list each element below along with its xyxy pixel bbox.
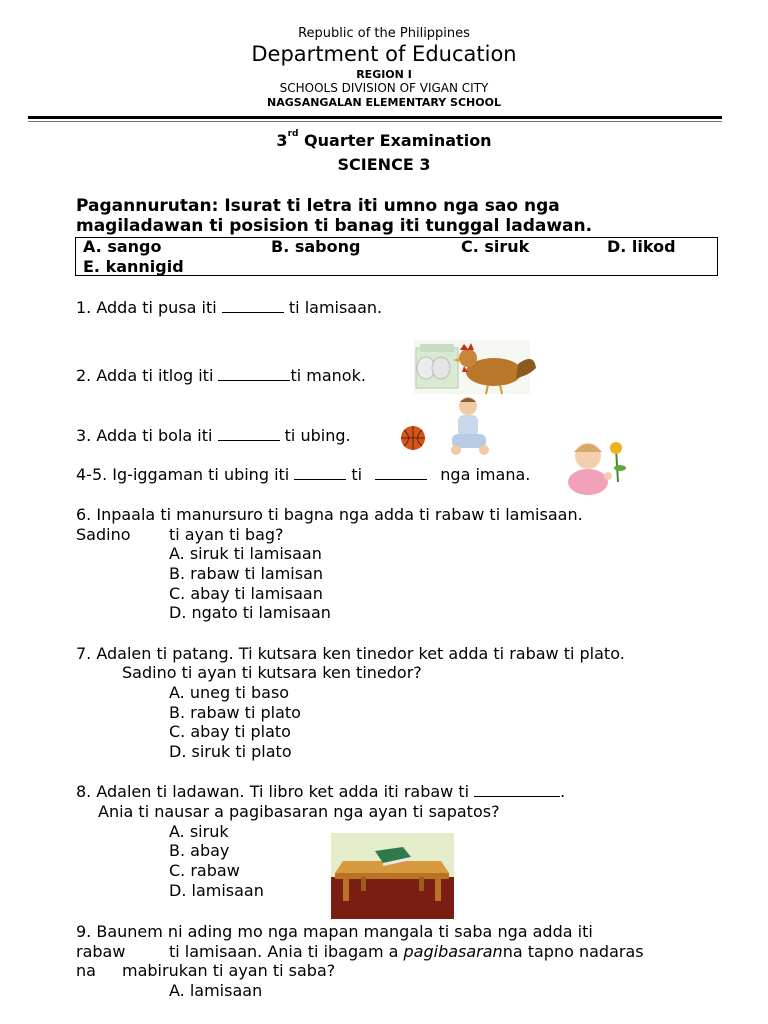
choice-d: D. likod: [607, 237, 676, 256]
eggs-and-hen-image: [408, 338, 538, 396]
question-2: 2. Adda ti itlog iti ti manok.: [76, 366, 366, 385]
question-9-line-3b: mabirukan ti ayan ti saba?: [122, 961, 336, 980]
question-6-line-2a: Sadino: [76, 525, 131, 544]
question-9-line-1: 9. Baunem ni ading mo nga mapan mangala ti saba nga adda iti: [76, 922, 593, 941]
basketball-image: [398, 424, 428, 452]
q7-option-c: C. abay ti plato: [169, 722, 291, 741]
exam-title: 3rd Quarter Examination: [276, 129, 492, 150]
answer-blank[interactable]: [218, 426, 280, 441]
header-rule-thin: [28, 121, 722, 122]
question-8-line-1: 8. Adalen ti ladawan. Ti libro ket adda iti rabaw ti .: [76, 782, 566, 801]
department-title: Department of Education: [251, 42, 517, 66]
answer-blank[interactable]: [375, 465, 427, 480]
q9-option-a: A. lamisaan: [169, 981, 263, 1000]
question-6-line-2b: ti ayan ti bag?: [169, 525, 284, 544]
choice-e: E. kannigid: [83, 257, 184, 276]
baby-image: [446, 394, 498, 456]
instructions-line-2: magiladawan ti posision ti banag iti tunggal ladawan.: [76, 216, 593, 236]
q7-option-d: D. siruk ti plato: [169, 742, 292, 761]
question-6-line-1: 6. Inpaala ti manursuro ti bagna nga adda ti rabaw ti lamisaan.: [76, 505, 583, 524]
answer-blank[interactable]: [474, 782, 560, 797]
question-9-line-2b: ti lamisaan. Ania ti ibagam a pagibasaranna tapno nadaras: [169, 942, 644, 961]
division-label: SCHOOLS DIVISION OF VIGAN CITY: [279, 81, 489, 95]
q6-option-c: C. abay ti lamisaan: [169, 584, 323, 603]
instructions-line-1: Pagannurutan: Isurat ti letra iti umno nga sao nga: [76, 196, 560, 216]
choice-c: C. siruk: [461, 237, 530, 256]
girl-with-flower-image: [556, 438, 634, 496]
header-rule: [28, 116, 722, 119]
region-label: REGION I: [356, 68, 412, 81]
q6-option-b: B. rabaw ti lamisan: [169, 564, 324, 583]
choice-b: B. sabong: [271, 237, 361, 256]
question-9-line-3a: na: [76, 961, 96, 980]
book-on-table-image: [331, 833, 454, 919]
q6-option-d: D. ngato ti lamisaan: [169, 603, 331, 622]
q8-option-d: D. lamisaan: [169, 881, 264, 900]
question-7-line-1: 7. Adalen ti patang. Ti kutsara ken tinedor ket adda ti rabaw ti plato.: [76, 644, 625, 663]
answer-blank[interactable]: [294, 465, 346, 480]
question-1: 1. Adda ti pusa iti ti lamisaan.: [76, 298, 383, 317]
q7-option-a: A. uneg ti baso: [169, 683, 290, 702]
q8-option-b: B. abay: [169, 841, 230, 860]
choice-a: A. sango: [83, 237, 162, 256]
q8-option-a: A. siruk: [169, 822, 229, 841]
q6-option-a: A. siruk ti lamisaan: [169, 544, 322, 563]
subject-title: SCIENCE 3: [337, 155, 431, 174]
q8-option-c: C. rabaw: [169, 861, 240, 880]
republic-line: Republic of the Philippines: [298, 26, 470, 41]
question-3: 3. Adda ti bola iti ti ubing.: [76, 426, 351, 445]
school-name: NAGSANGALAN ELEMENTARY SCHOOL: [267, 96, 501, 109]
q7-option-b: B. rabaw ti plato: [169, 703, 301, 722]
question-9-line-2a: rabaw: [76, 942, 126, 961]
answer-blank[interactable]: [222, 298, 284, 313]
question-7-line-2: Sadino ti ayan ti kutsara ken tinedor?: [122, 663, 422, 682]
answer-blank[interactable]: [218, 366, 290, 381]
question-8-line-2: Ania ti nausar a pagibasaran nga ayan ti sapatos?: [98, 802, 500, 821]
question-4-5: 4-5. Ig-iggaman ti ubing iti ti nga imana.: [76, 465, 531, 484]
